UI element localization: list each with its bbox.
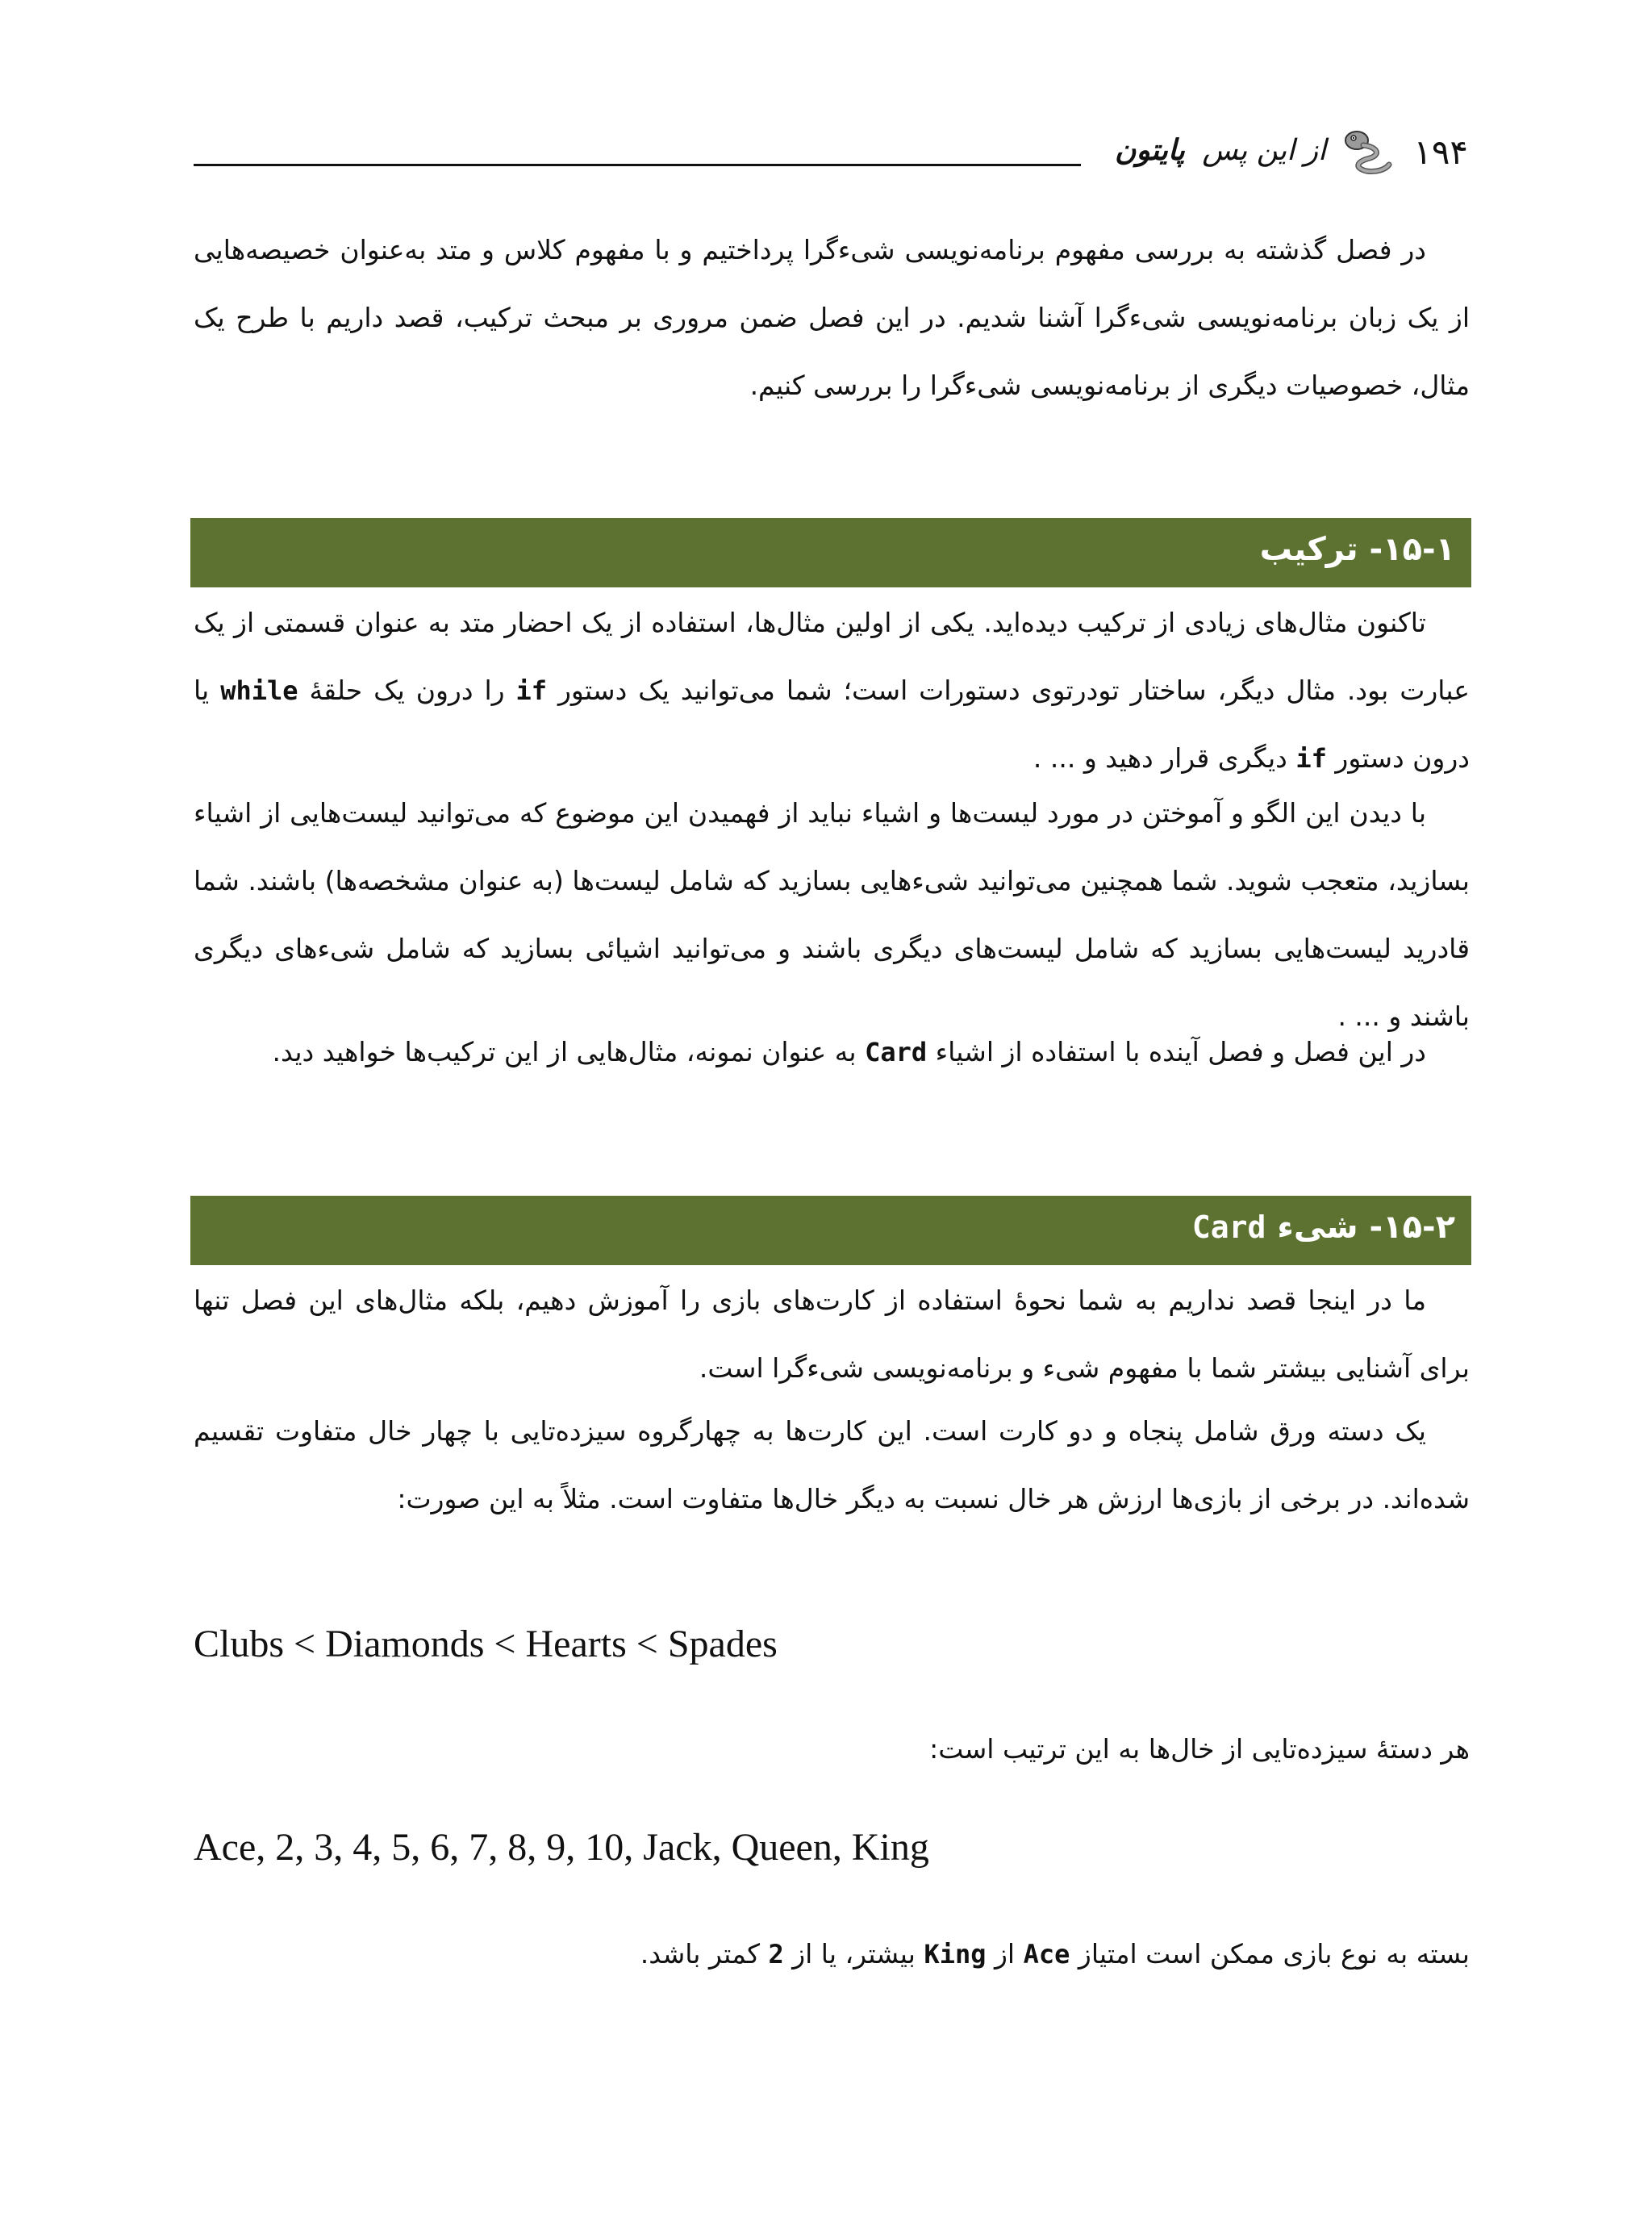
code-if: if [1295,743,1327,774]
header-rule [194,164,1081,166]
running-title-prefix: از این پس [1202,134,1326,167]
page-header [194,121,1468,186]
running-title-bold: پایتون [1115,134,1185,167]
section-title [1192,1209,1455,1246]
composition-paragraph-1 [194,589,1470,792]
text-run: بسته به نوع بازی ممکن است امتیاز [1078,1938,1470,1970]
code-card: Card [865,1037,928,1067]
text-run: از [995,1938,1016,1970]
text-run: تاکنون مثال‌های زیادی از ترکیب دیده‌اید. یکی از اولین مثال‌ها، استفاده از یک احضار متد به عنوان قسمتی از یک عبارت بود. مثال دیگر، ساختار تودرتوی دستورات است؛ شما می‌توانید یک دستور [194,607,1470,706]
text-run: به عنوان نمونه، مثال‌هایی از این ترکیب‌ها خواهید دید. [272,1036,857,1067]
card-paragraph-2: یک دسته ورق شامل پنجاه و دو کارت است. این کارت‌ها به چهارگروه سیزده‌تایی با چهار خال متفاوت تقسیم شده‌اند. در برخی از بازی‌ها ارزش هر خال نسبت به دیگر خال‌ها متفاوت است. مثلاً به این صورت: [194,1415,1470,1514]
text-run: را درون یک حلقهٔ [309,675,505,706]
page-number: ۱۹۴ [1413,132,1468,172]
code-ace: Ace [1023,1939,1070,1970]
code-if: if [515,675,548,706]
text-run: کمتر باشد. [640,1938,760,1970]
suits-order: Clubs < Diamonds < Hearts < Spades [194,1623,778,1665]
code-two: 2 [768,1939,784,1970]
running-title [1115,134,1326,167]
ranks-order: Ace, 2, 3, 4, 5, 6, 7, 8, 9, 10, Jack, Queen, King [194,1826,929,1869]
intro-paragraph: در فصل گذشته به بررسی مفهوم برنامه‌نویسی شیءگرا پرداختیم و با مفهوم کلاس و متد به‌عنوان خصیصه‌هایی از یک زبان برنامه‌نویسی شیءگرا آشنا شدیم. در این فصل ضمن مروری بر مبحث ترکیب، قصد داریم با طرح یک مثال، خصوصیات دیگری از برنامه‌نویسی شیءگرا را بررسی کنیم. [194,234,1470,401]
card-paragraph-4 [194,1920,1470,1988]
section-title-text: ۱۵-۲- شیء [1277,1209,1455,1246]
code-card: Card [1191,1209,1266,1245]
section-heading-card-object [190,1196,1471,1265]
text-run: یا درون دستور [194,675,1470,774]
text-run: در این فصل و فصل آینده با استفاده از اشیاء [935,1036,1426,1067]
section-title: ۱۵-۱- ترکیب [1259,531,1455,568]
text-run: دیگری قرار دهید و ... . [1032,742,1287,774]
card-paragraph-1: ما در اینجا قصد نداریم به شما نحوهٔ استفاده از کارت‌های بازی را آموزش دهیم، بلکه مثال‌های این فصل تنها برای آشنایی بیشتر شما با مفهوم شیء و برنامه‌نویسی شیءگرا است. [194,1285,1470,1384]
section-heading-composition [190,518,1471,587]
code-while: while [220,675,298,706]
composition-paragraph-3 [194,1018,1470,1086]
code-king: King [924,1939,987,1970]
text-run: بیشتر، یا از [792,1938,916,1970]
card-paragraph-3: هر دستهٔ سیزده‌تایی از خال‌ها به این ترتیب است: [929,1733,1470,1765]
composition-paragraph-2: با دیدن این الگو و آموختن در مورد لیست‌ها و اشیاء نباید از فهمیدن این موضوع که می‌توانید لیست‌هایی از اشیاء بسازید، متعجب شوید. شما همچنین می‌توانید شیءهایی بسازید که شامل لیست‌ها (به عنوان مشخصه‌ها) باشند. شما قادرید لیست‌هایی بسازید که شامل لیست‌های دیگری باشند و می‌توانید اشیائی بسازید که شامل شیءهای دیگری باشند و ... . [194,797,1470,1032]
snake-icon [1339,126,1392,176]
